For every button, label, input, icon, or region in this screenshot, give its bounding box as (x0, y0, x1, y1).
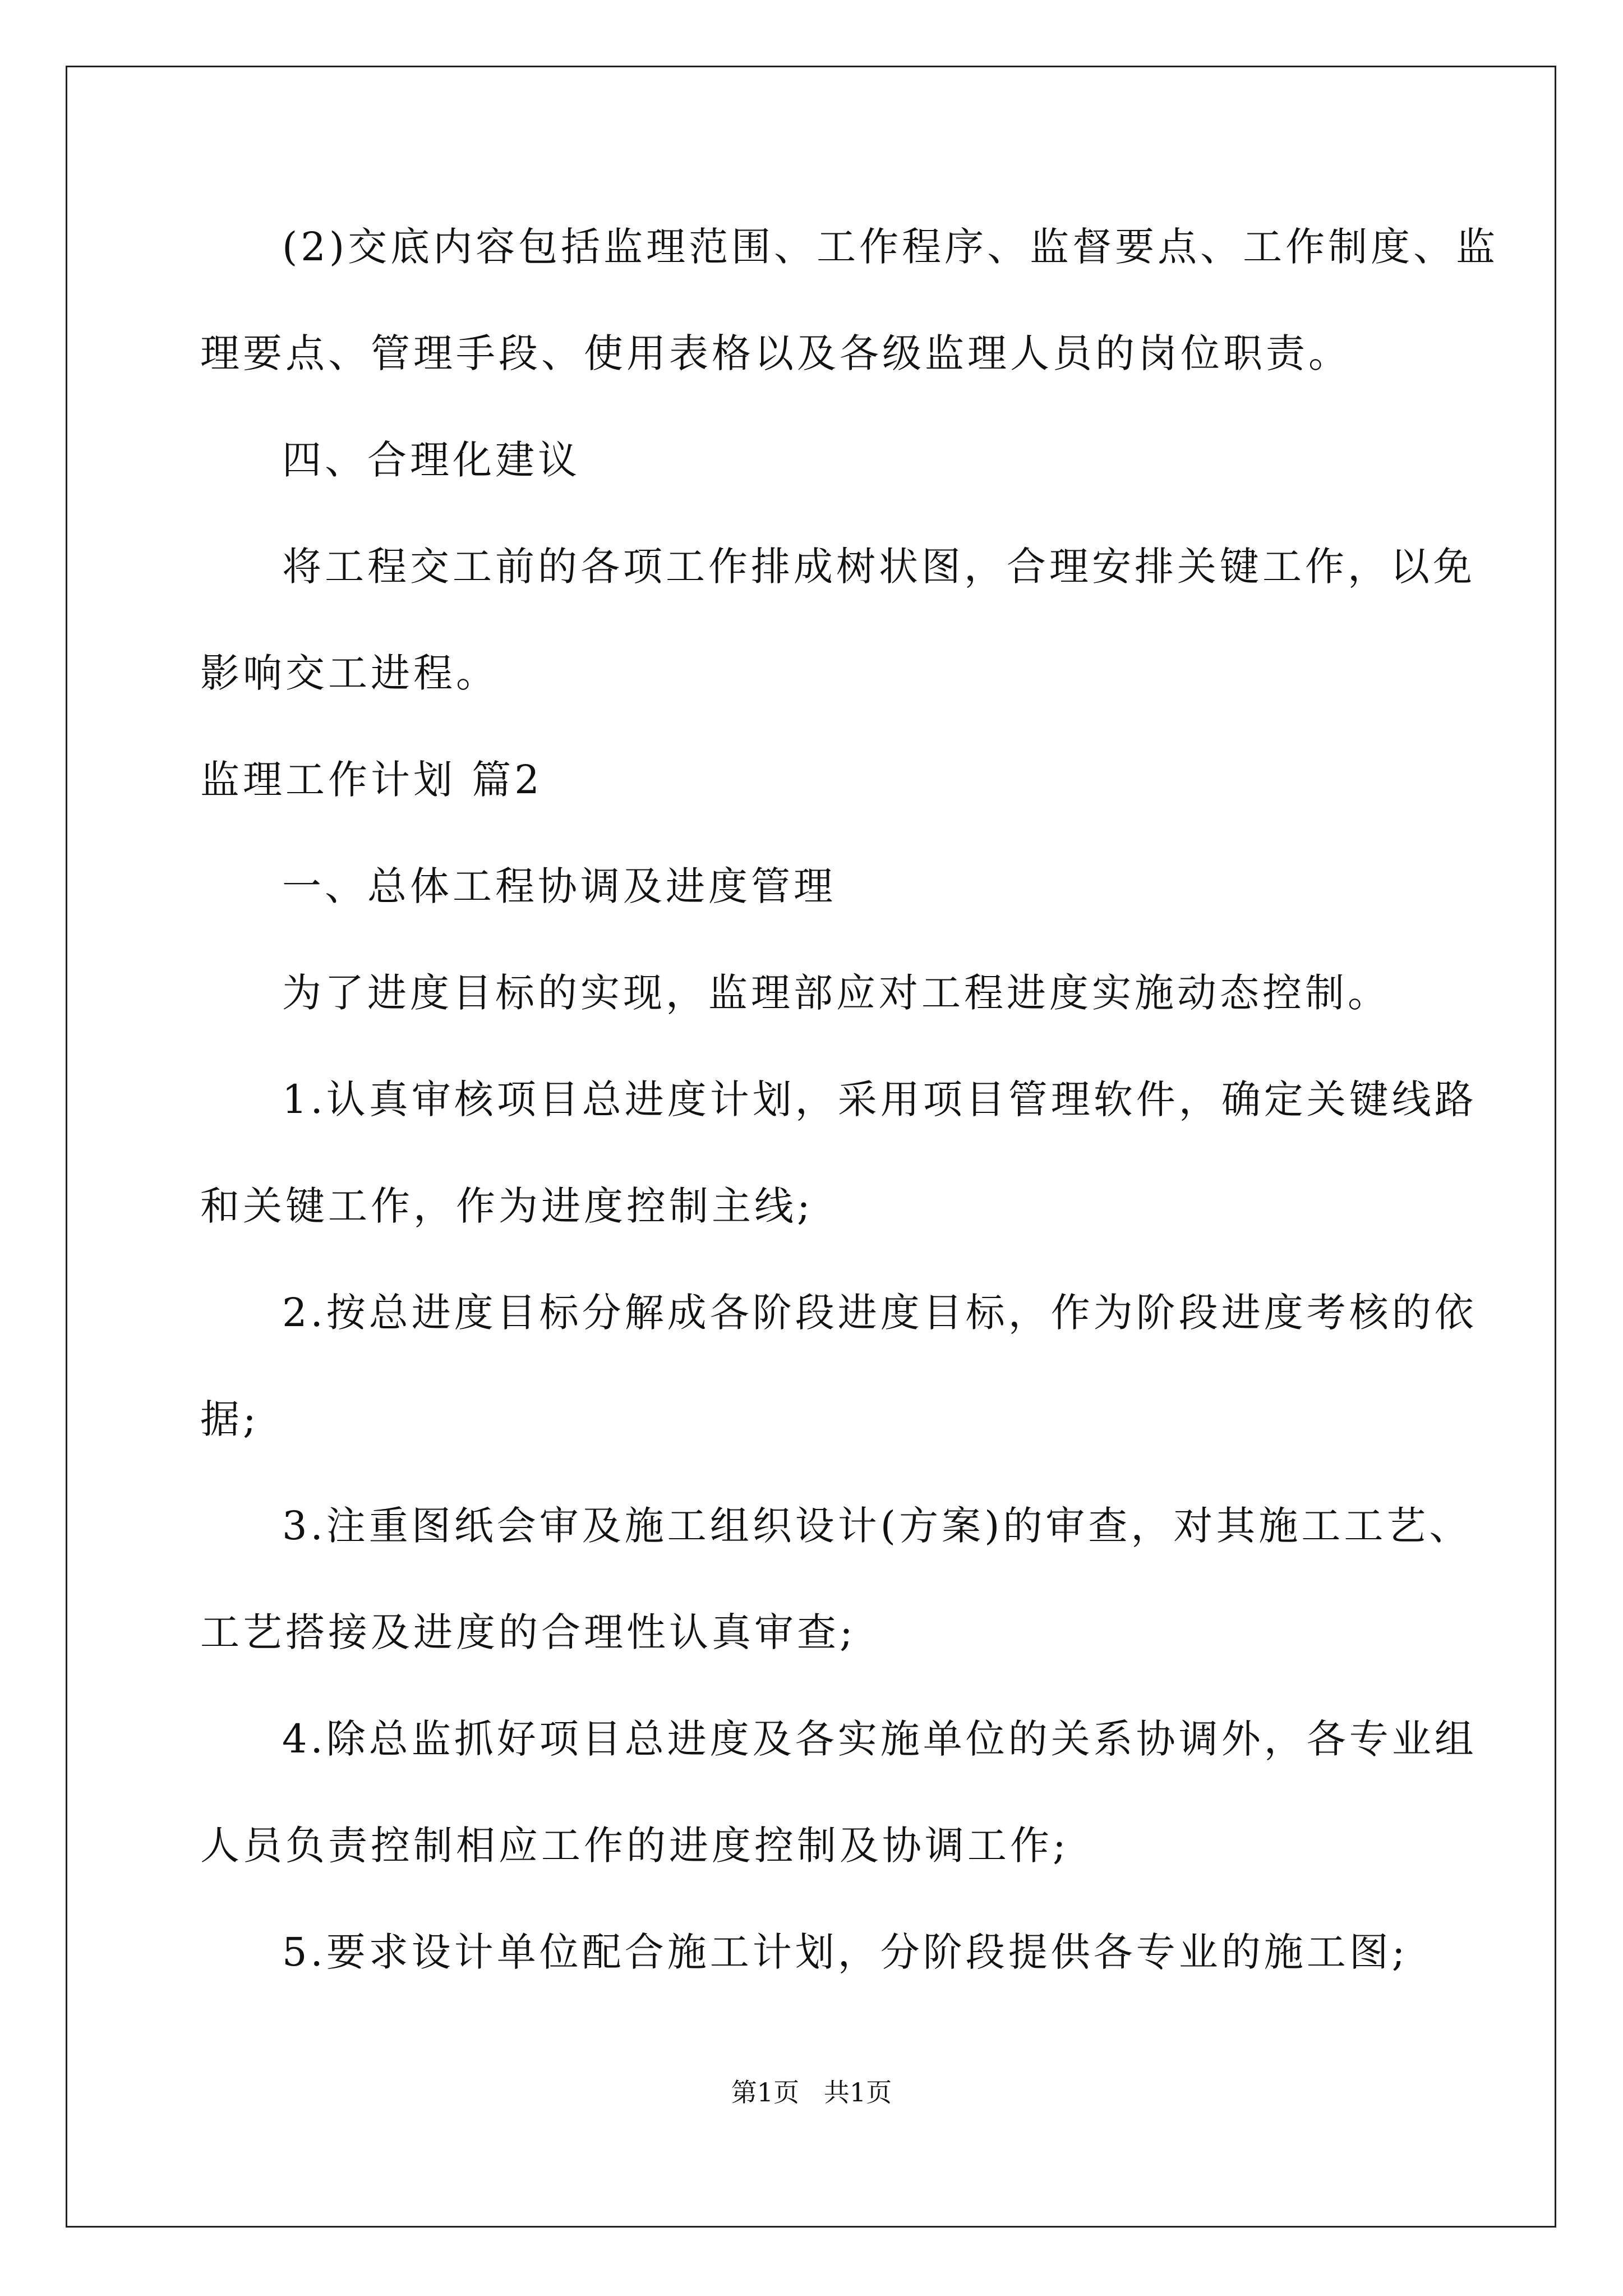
paragraph-line: 影响交工进程。 (200, 650, 499, 696)
page-footer: 第1页 共1页 (731, 2077, 892, 2108)
list-item-continuation: 和关键工作，作为进度控制主线; (200, 1183, 814, 1229)
paragraph-line: 将工程交工前的各项工作排成树状图，合理安排关键工作，以免 (282, 544, 1476, 590)
list-item: 2.按总进度目标分解成各阶段进度目标，作为阶段进度考核的依 (282, 1290, 1477, 1336)
document-title: 监理工作计划 篇2 (200, 757, 543, 803)
paragraph-line: 为了进度目标的实现，监理部应对工程进度实施动态控制。 (282, 970, 1390, 1016)
paragraph-line: (2)交底内容包括监理范围、工作程序、监督要点、工作制度、监 (282, 224, 1499, 270)
list-item: 1.认真审核项目总进度计划，采用项目管理软件，确定关键线路 (282, 1076, 1477, 1122)
paragraph-line: 理要点、管理手段、使用表格以及各级监理人员的岗位职责。 (200, 330, 1351, 376)
list-item: 4.除总监抓好项目总进度及各实施单位的关系协调外，各专业组 (282, 1716, 1477, 1762)
list-item-continuation: 工艺搭接及进度的合理性认真审查; (200, 1609, 856, 1655)
list-item-continuation: 据; (200, 1396, 260, 1442)
section-heading: 四、合理化建议 (282, 437, 580, 483)
list-item: 5.要求设计单位配合施工计划，分阶段提供各专业的施工图; (282, 1929, 1409, 1975)
list-item-continuation: 人员负责控制相应工作的进度控制及协调工作; (200, 1823, 1069, 1869)
section-heading: 一、总体工程协调及进度管理 (282, 863, 836, 909)
list-item: 3.注重图纸会审及施工组织设计(方案)的审查，对其施工工艺、 (282, 1503, 1472, 1549)
page-border (66, 66, 1556, 2228)
